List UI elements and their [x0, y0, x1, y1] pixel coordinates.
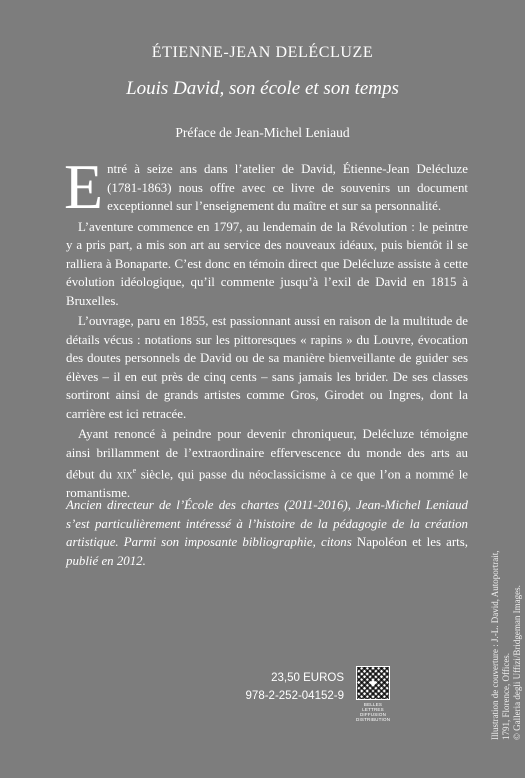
bio-text-b: , publié en 2012. [66, 535, 468, 568]
credit-line-2: © Galleria degli Uffizi/Bridgeman Images. [512, 585, 522, 740]
preface-author-bio [66, 496, 468, 570]
author-name: ÉTIENNE-JEAN DELÉCLUZE [151, 44, 374, 61]
paragraph-4-text-a: Ayant renoncé à peindre pour devenir chroniqueur, Delécluze témoigne ainsi brillamment de l’extraordinaire effervescence du monde des arts au début du [66, 427, 468, 482]
bio-book-title: Napoléon et les arts [356, 535, 465, 549]
cover-illustration-credit [490, 540, 523, 740]
credit-line-1: Illustration de couverture : J.-L. David, Autoportrait, 1791, Florence, Offices. [490, 550, 511, 740]
drop-cap: E [64, 151, 104, 222]
blurb-text [64, 151, 468, 502]
century-numeral: xix [116, 467, 133, 482]
publisher-logo-text: BELLES LETTRES DIFFUSION DISTRIBUTION [356, 702, 391, 722]
preface-credit: Préface de Jean-Michel Leniaud [175, 125, 350, 140]
belles-lettres-logo-icon [356, 666, 390, 700]
paragraph-4-text-b: siècle, qui passe du néoclassicisme à ce que l’on a nommé le romantisme. [66, 467, 468, 500]
book-title: Louis David, son école et son temps [126, 78, 399, 99]
price: 23,50 EUROS [271, 672, 344, 684]
blurb-paragraph-4 [66, 425, 468, 502]
isbn: 978-2-252-04152-9 [245, 690, 344, 702]
bio-text-a: Ancien directeur de l’École des chartes (2011-2016), Jean-Michel Leniaud s’est particulièrement intéressé à l’histoire de la pédagogie de la création artistique. Parmi son imposante bibliographie, citons [66, 498, 468, 549]
publisher-logo [356, 666, 390, 726]
blurb-paragraph-1 [64, 151, 468, 222]
bio-paragraph [66, 496, 468, 570]
blurb-paragraph-2: L’aventure commence en 1797, au lendemain de la Révolution : le peintre y a pris part, a mis son art au service des nouveaux idéaux, puis bientôt il se ralliera à Bonaparte. C’est donc en témoin direct que Delécluze assiste à cette évolution idéologique, qu’il commente jusqu’à l’exil de David en 1815 à Bruxelles. [66, 219, 468, 308]
blurb-paragraph-3: L’ouvrage, paru en 1855, est passionnant aussi en raison de la multitude de détails vécus : notations sur les pittoresques « rapins » du Louvre, évocation des doutes personnels de David ou de sa manière bienveillante de guider ses élèves – il en eut près de cinq cents – sans jamais les brider. De ses classes sortiront ainsi de grands artistes comme Gros, Girodet ou Ingres, dont la carrière est ici retracée. [66, 314, 468, 421]
paragraph-1-text: ntré à seize ans dans l’atelier de David, Étienne-Jean Delécluze (1781-1863) nous offre avec ce livre de souvenirs un document exceptionnel sur l’enseignement du maître et sur sa personnalité. [107, 162, 468, 213]
century-superscript: e [132, 466, 137, 475]
